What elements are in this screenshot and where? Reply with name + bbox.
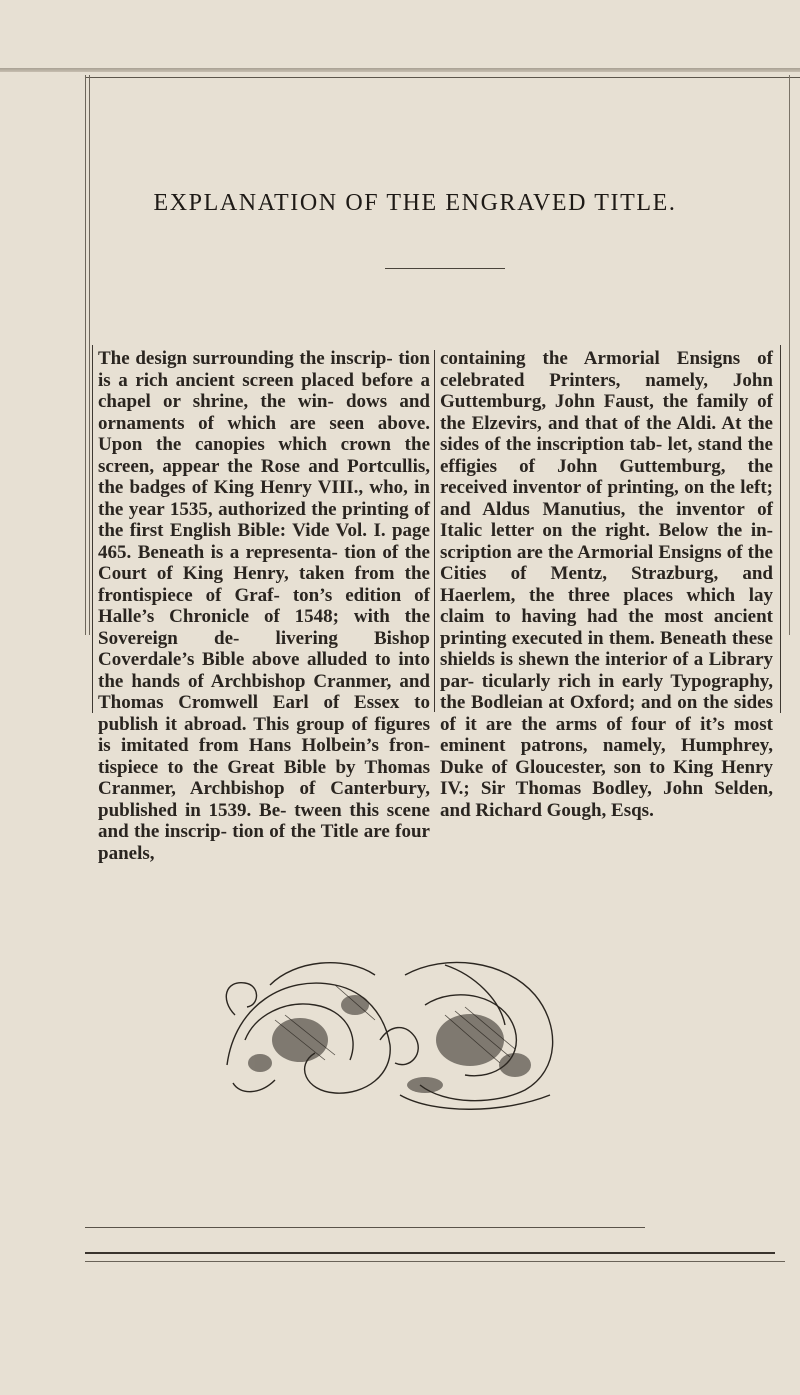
right-column-text: containing the Armorial Ensigns of celebrated Printers, namely, John Guttemburg, John Faust, the family of the Elzevirs, and that of the Aldi. At the sides of the inscription tab- let, stand the effigies of John Guttemburg, the received inventor of printing, on the left; and Aldus Manutius, the inventor of Italic letter on the right. Below the in- scription are the Armorial Ensigns of the Cities of Mentz, Strazburg, and Haerlem, the three places which lay claim to having had the most ancient printing executed in them. Beneath these shields is shewn the interior of a Library par- ticularly rich in early Typography, the Bodleian at Oxford; and on the sides of it are the arms of four of it’s most eminent patrons, namely, Humphrey, Duke of Gloucester, son to King Henry IV.; Sir Thomas Bodley, John Selden, and Richard Gough, Esqs. — [440, 348, 773, 821]
right-margin-rule — [789, 75, 790, 635]
title-underline — [385, 268, 505, 269]
bottom-rule — [85, 1252, 775, 1254]
right-box-rule — [780, 345, 781, 713]
bottom-rule-lower — [85, 1261, 785, 1262]
left-box-rule — [92, 345, 93, 713]
left-margin-rule-inner — [89, 75, 90, 635]
page-title: EXPLANATION OF THE ENGRAVED TITLE. — [153, 190, 677, 216]
bottom-rule-faint — [85, 1227, 645, 1228]
right-column — [440, 348, 773, 821]
column-divider — [434, 350, 435, 712]
page-top-rule — [85, 77, 800, 78]
left-column-text: The design surrounding the inscrip- tion is a rich ancient screen placed before a chapel or shrine, the win- dows and ornaments of which are seen above. Upon the canopies which crown the screen, appear the Rose and Portcullis, the badges of King Henry VIII., who, in the year 1535, authorized the printing of the first English Bible: Vide Vol. I. page 465. Beneath is a representa- tion of the Court of King Henry, taken from the frontispiece of Graf- ton’s edition of Halle’s Chronicle of 1548; with the Sovereign de- livering Bishop Coverdale’s Bible above alluded to into the hands of Archbishop Cranmer, and Thomas Cromwell Earl of Essex to publish it abroad. This group of figures is imitated from Hans Holbein’s fron- tispiece to the Great Bible by Thomas Cranmer, Archbishop of Canterbury, published in 1539. Be- tween this scene and the inscrip- tion of the Title are four panels, — [98, 348, 430, 864]
left-column — [98, 348, 430, 864]
left-margin-rule — [85, 75, 86, 635]
foliage-scroll-ornament-icon — [215, 945, 575, 1115]
page-top-edge — [0, 68, 800, 72]
